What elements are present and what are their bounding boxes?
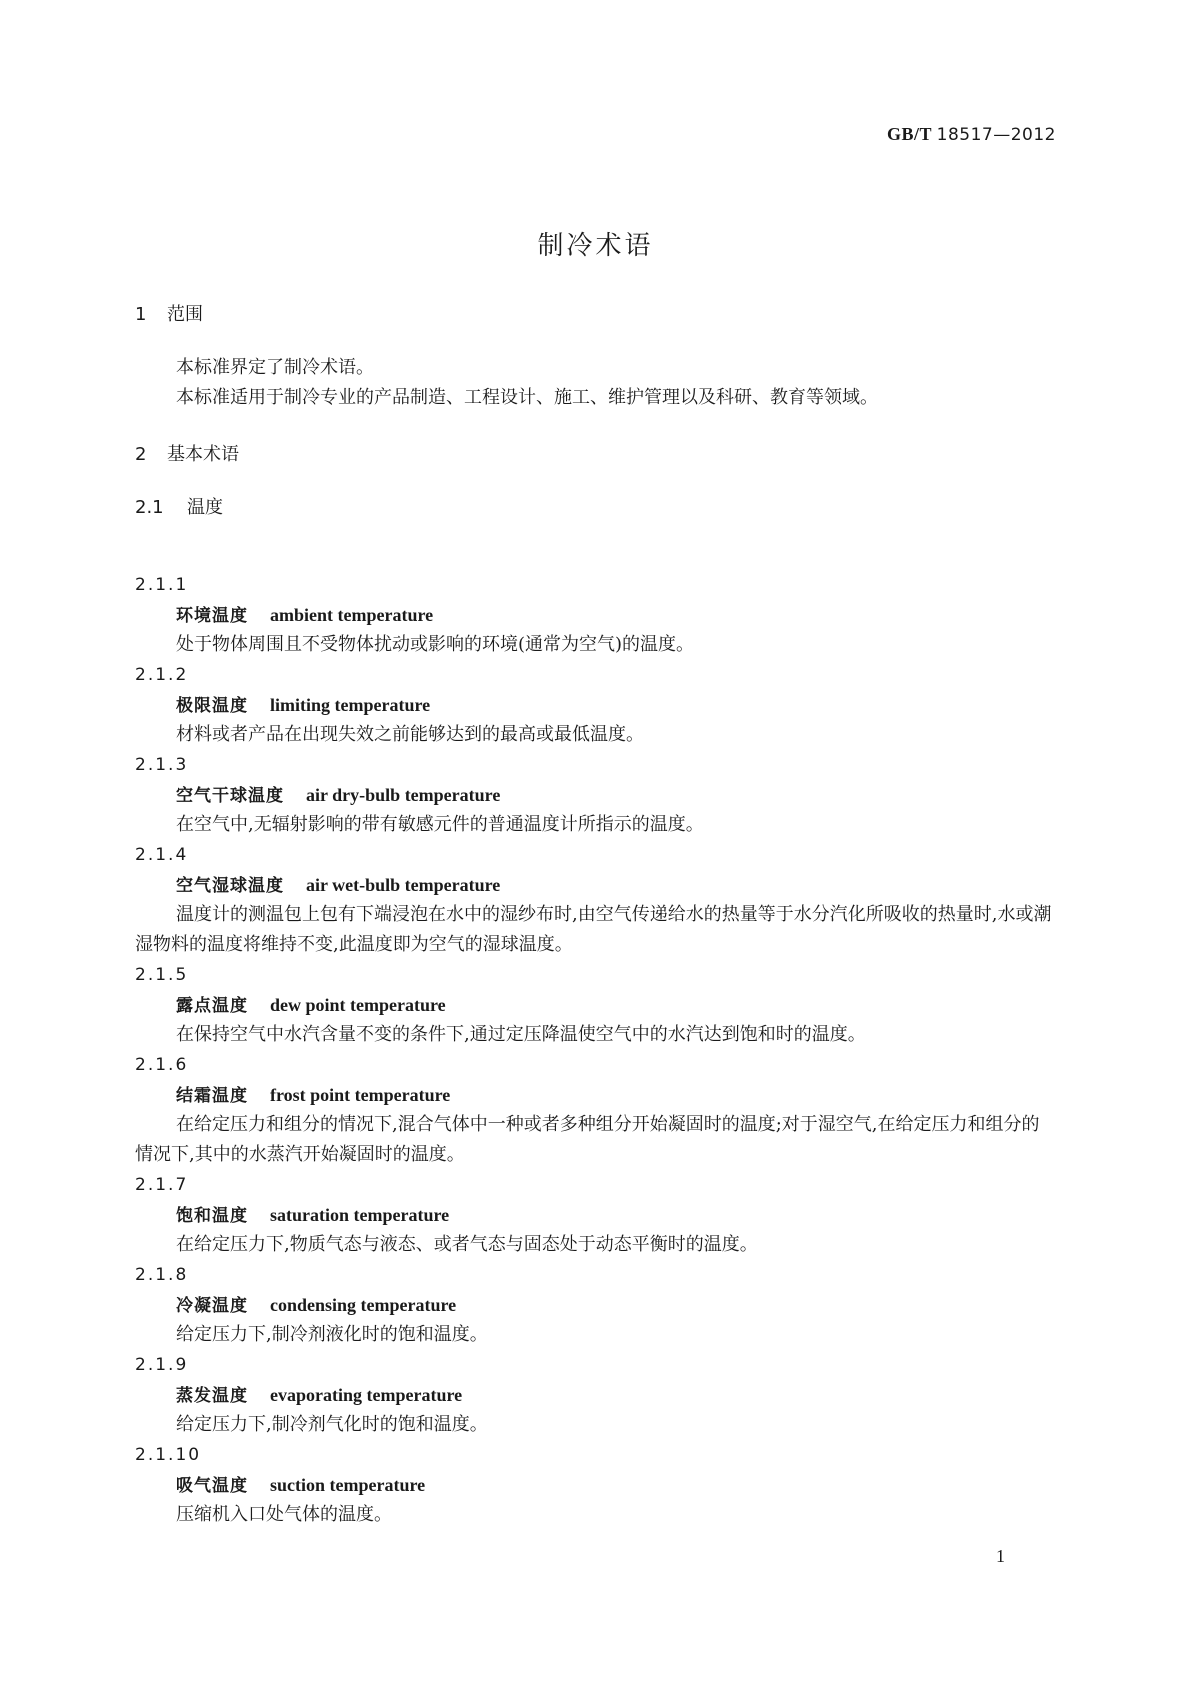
term-number: 2.1.1: [135, 575, 189, 595]
term-english: suction temperature: [270, 1475, 426, 1495]
section-number: 1: [135, 304, 147, 325]
term-definition: 压缩机入口处气体的温度。: [176, 1504, 392, 1525]
scope-paragraph-1: 本标准界定了制冷术语。: [176, 357, 374, 378]
term-chinese: 露点温度: [176, 996, 248, 1016]
term-heading: [135, 780, 1055, 810]
term-heading: [135, 1200, 1055, 1230]
section-2-heading: [135, 440, 239, 466]
term-number: 2.1.2: [135, 665, 189, 685]
term-number: 2.1.6: [135, 1055, 189, 1075]
term-entry: [135, 840, 1055, 960]
term-entry: [135, 1350, 1055, 1440]
term-english: ambient temperature: [270, 605, 434, 625]
term-number: 2.1.10: [135, 1445, 202, 1465]
term-entry: [135, 750, 1055, 840]
section-1-heading: [135, 300, 203, 326]
term-chinese: 饱和温度: [176, 1206, 248, 1226]
term-chinese: 吸气温度: [176, 1476, 248, 1496]
term-number: 2.1.5: [135, 965, 189, 985]
term-entry: [135, 570, 1055, 660]
term-entry: [135, 1440, 1055, 1530]
section-number: 2: [135, 444, 147, 465]
term-chinese: 冷凝温度: [176, 1296, 248, 1316]
term-number: 2.1.4: [135, 845, 189, 865]
document-title: 制冷术语: [537, 231, 654, 261]
term-english: air wet-bulb temperature: [306, 875, 501, 895]
term-entry: [135, 1260, 1055, 1350]
term-english: evaporating temperature: [270, 1385, 463, 1405]
term-entry: [135, 1050, 1055, 1170]
term-heading: [135, 600, 1055, 630]
term-english: limiting temperature: [270, 695, 431, 715]
term-chinese: 结霜温度: [176, 1086, 248, 1106]
section-number: 2.1: [135, 497, 164, 518]
term-definition: 在保持空气中水汽含量不变的条件下,通过定压降温使空气中的水汽达到饱和时的温度。: [176, 1024, 866, 1045]
term-entry: [135, 1170, 1055, 1260]
term-heading: [135, 1470, 1055, 1500]
term-heading: [135, 870, 1055, 900]
page-number: 1: [996, 1546, 1005, 1566]
term-definition: 在给定压力下,物质气态与液态、或者气态与固态处于动态平衡时的温度。: [176, 1234, 758, 1255]
term-number: 2.1.7: [135, 1175, 189, 1195]
term-number: 2.1.9: [135, 1355, 189, 1375]
term-number: 2.1.8: [135, 1265, 189, 1285]
term-chinese: 蒸发温度: [176, 1386, 248, 1406]
term-definition: 给定压力下,制冷剂液化时的饱和温度。: [176, 1324, 488, 1345]
section-2-1-heading: [135, 493, 223, 519]
term-chinese: 空气湿球温度: [176, 876, 284, 896]
term-definition: 温度计的测温包上包有下端浸泡在水中的湿纱布时,由空气传递给水的热量等于水分汽化所吸收的热量时,水或潮湿物料的温度将维持不变,此温度即为空气的湿球温度。: [135, 904, 1052, 955]
section-title: 温度: [187, 497, 223, 518]
term-heading: [135, 990, 1055, 1020]
section-title: 范围: [167, 304, 203, 325]
term-heading: [135, 1080, 1055, 1110]
term-definition: 给定压力下,制冷剂气化时的饱和温度。: [176, 1414, 488, 1435]
term-definition: 材料或者产品在出现失效之前能够达到的最高或最低温度。: [176, 724, 644, 745]
term-english: dew point temperature: [270, 995, 446, 1015]
term-heading: [135, 690, 1055, 720]
term-heading: [135, 1380, 1055, 1410]
standard-prefix: GB/T: [886, 124, 932, 144]
term-entry: [135, 660, 1055, 750]
term-number: 2.1.3: [135, 755, 189, 775]
term-english: frost point temperature: [270, 1085, 451, 1105]
term-definition: 在给定压力和组分的情况下,混合气体中一种或者多种组分开始凝固时的温度;对于湿空气,在给定压力和组分的情况下,其中的水蒸汽开始凝固时的温度。: [135, 1114, 1040, 1165]
term-definition: 在空气中,无辐射影响的带有敏感元件的普通温度计所指示的温度。: [176, 814, 704, 835]
term-english: saturation temperature: [270, 1205, 450, 1225]
term-chinese: 极限温度: [176, 696, 248, 716]
term-english: air dry-bulb temperature: [306, 785, 501, 805]
term-list: [135, 570, 1055, 1530]
term-entry: [135, 960, 1055, 1050]
term-chinese: 空气干球温度: [176, 786, 284, 806]
term-heading: [135, 1290, 1055, 1320]
standard-code: [887, 124, 1056, 145]
term-english: condensing temperature: [270, 1295, 457, 1315]
standard-number: 18517—2012: [936, 125, 1056, 145]
section-title: 基本术语: [167, 444, 239, 465]
term-definition: 处于物体周围且不受物体扰动或影响的环境(通常为空气)的温度。: [176, 634, 695, 655]
scope-paragraph-2: 本标准适用于制冷专业的产品制造、工程设计、施工、维护管理以及科研、教育等领域。: [176, 387, 878, 408]
term-chinese: 环境温度: [176, 606, 248, 626]
